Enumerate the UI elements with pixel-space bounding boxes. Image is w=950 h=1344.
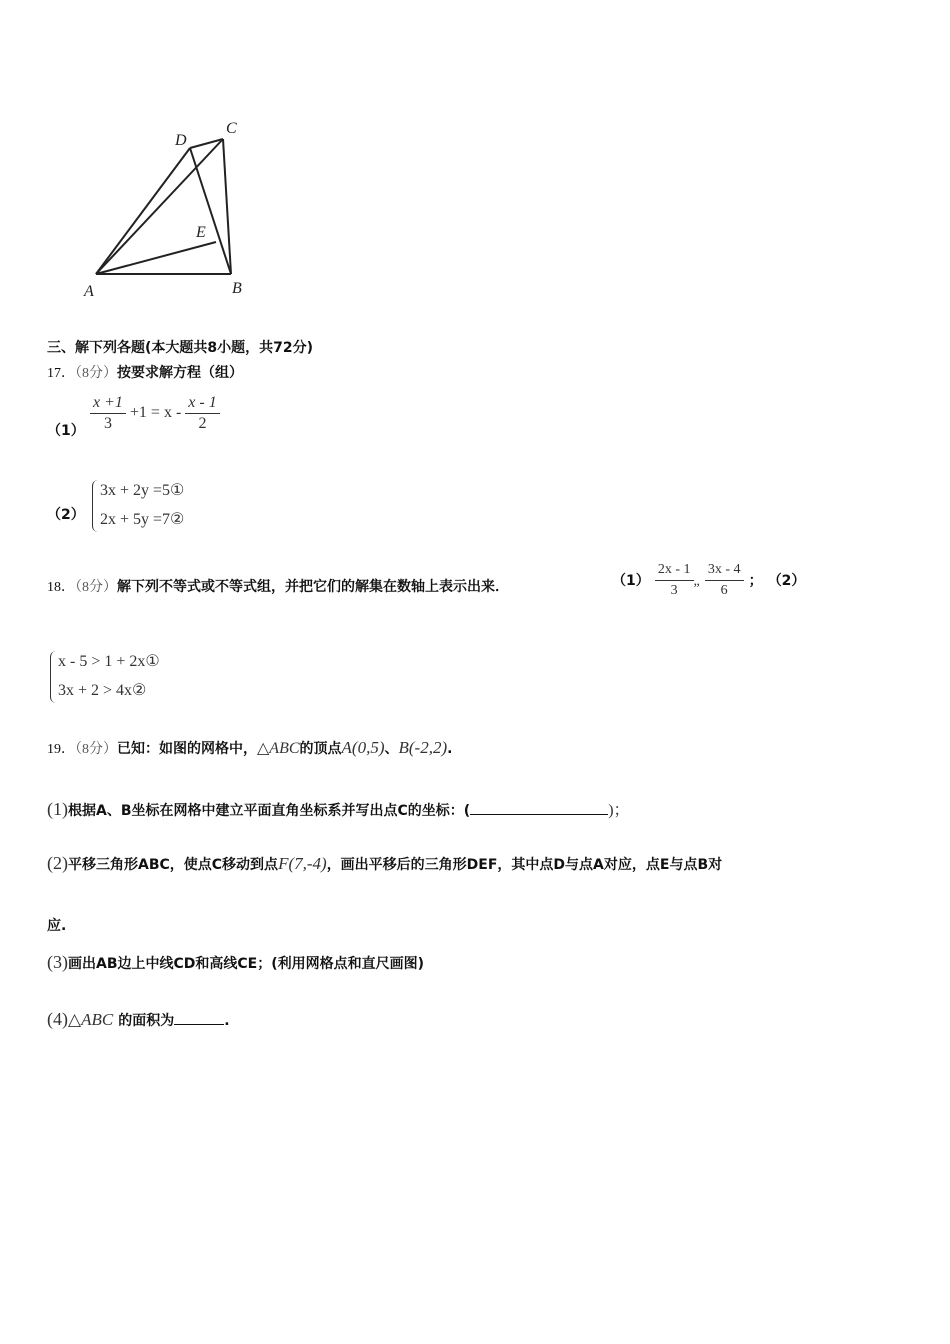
q19-p2-number: (2) bbox=[47, 853, 68, 873]
q18-brace bbox=[50, 651, 57, 703]
q17-frac1-den: 3 bbox=[103, 415, 112, 432]
q19-p3-paren: (利用网格点和直尺画图) bbox=[271, 956, 425, 972]
label-e: E bbox=[196, 224, 206, 241]
q18-points: （8分） bbox=[75, 580, 117, 595]
q19-point-f: F(7,-4) bbox=[278, 854, 327, 873]
q18-system bbox=[58, 647, 160, 705]
q19-points: （8分） bbox=[75, 742, 117, 757]
label-c: C bbox=[226, 120, 237, 137]
label-d: D bbox=[175, 132, 187, 149]
q19-p1-close: )； bbox=[608, 802, 630, 819]
q18-prompt: 解下列不等式或不等式组，并把它们的解集在数轴上表示出来． bbox=[117, 579, 509, 595]
q19-triangle: △ABC bbox=[257, 740, 300, 757]
segment-ae bbox=[96, 242, 216, 274]
q19-p3-number: (3) bbox=[47, 952, 68, 972]
q17-prompt: 按要求解方程（组） bbox=[117, 365, 243, 381]
q19-part1 bbox=[47, 797, 630, 820]
q19-vertex-text: 的顶点 bbox=[299, 741, 342, 757]
q18-relation: „ bbox=[693, 574, 700, 589]
q18-system-line1: x - 5 > 1 + 2x① bbox=[58, 653, 160, 670]
q17-frac2-num: x - 1 bbox=[185, 393, 219, 414]
q17-system bbox=[100, 476, 184, 534]
q18-system-line2: 3x + 2 > 4x② bbox=[58, 682, 147, 699]
q17-frac2-den: 2 bbox=[198, 415, 207, 432]
segment-ad bbox=[96, 148, 190, 274]
q19-intro: 已知：如图的网格中， bbox=[117, 741, 257, 757]
q17-number: 17． bbox=[47, 366, 75, 381]
q17-system-line1: 3x + 2y =5① bbox=[100, 482, 185, 499]
q19-sep: 、 bbox=[384, 741, 399, 757]
q19-end: . bbox=[447, 741, 453, 757]
q18-header bbox=[47, 576, 509, 596]
label-a: A bbox=[84, 283, 94, 300]
q17-equation1 bbox=[90, 393, 220, 434]
q19-p4-answer-blank[interactable] bbox=[174, 1010, 224, 1025]
q19-point-a: A(0,5) bbox=[341, 738, 385, 757]
q19-p4-triangle: △ABC bbox=[68, 1010, 114, 1029]
segment-ac bbox=[96, 139, 223, 274]
q19-part2 bbox=[47, 853, 722, 874]
q19-header bbox=[47, 738, 452, 758]
q18-frac2-num: 3x - 4 bbox=[705, 560, 744, 581]
q17-eq-middle: +1 = x - bbox=[129, 404, 182, 422]
q17-system-line2: 2x + 5y =7② bbox=[100, 511, 185, 528]
q18-frac1-num: 2x - 1 bbox=[655, 560, 694, 581]
q19-p2-text3: 应. bbox=[47, 918, 67, 934]
q19-p4-text: 的面积为 bbox=[118, 1013, 175, 1029]
q17-frac1-num: x +1 bbox=[90, 393, 126, 414]
q19-p1-answer-blank[interactable] bbox=[470, 800, 608, 815]
q19-number: 19． bbox=[47, 742, 75, 757]
q18-frac1-den: 3 bbox=[670, 583, 678, 598]
q19-part4 bbox=[47, 1009, 230, 1030]
q19-part3 bbox=[47, 952, 424, 973]
q17-part1-label: （1） bbox=[47, 423, 85, 439]
q19-p4-end: . bbox=[224, 1013, 230, 1029]
triangle-figure bbox=[80, 115, 255, 305]
q19-p1-number: (1) bbox=[47, 799, 68, 819]
q18-separator: ； bbox=[748, 573, 763, 589]
q17-part2-label: （2） bbox=[47, 507, 85, 523]
q19-p2-text2: ，画出平移后的三角形DEF，其中点D与点A对应，点E与点B对 bbox=[326, 857, 723, 873]
q19-p2-text1: 平移三角形ABC，使点C移动到点 bbox=[68, 857, 279, 873]
q18-part2-label: （2） bbox=[767, 573, 806, 589]
q19-p4-number: (4) bbox=[47, 1009, 68, 1029]
q17-points: （8分） bbox=[75, 366, 117, 381]
section-title: 三、解下列各题(本大题共8小题，共72分) bbox=[47, 340, 314, 356]
label-b: B bbox=[232, 280, 242, 297]
q18-frac2-den: 6 bbox=[720, 583, 728, 598]
q18-number: 18． bbox=[47, 580, 75, 595]
q17-header bbox=[47, 362, 243, 382]
q17-brace bbox=[92, 480, 99, 532]
q19-point-b: B(-2,2) bbox=[398, 738, 448, 757]
q18-part1-label: （1） bbox=[612, 573, 650, 589]
q18-part1 bbox=[612, 560, 805, 601]
q19-p1-text: 根据A、B坐标在网格中建立平面直角坐标系并写出点C的坐标：( bbox=[68, 803, 471, 819]
q19-p3-text: 画出AB边上中线CD和高线CE； bbox=[68, 956, 272, 972]
